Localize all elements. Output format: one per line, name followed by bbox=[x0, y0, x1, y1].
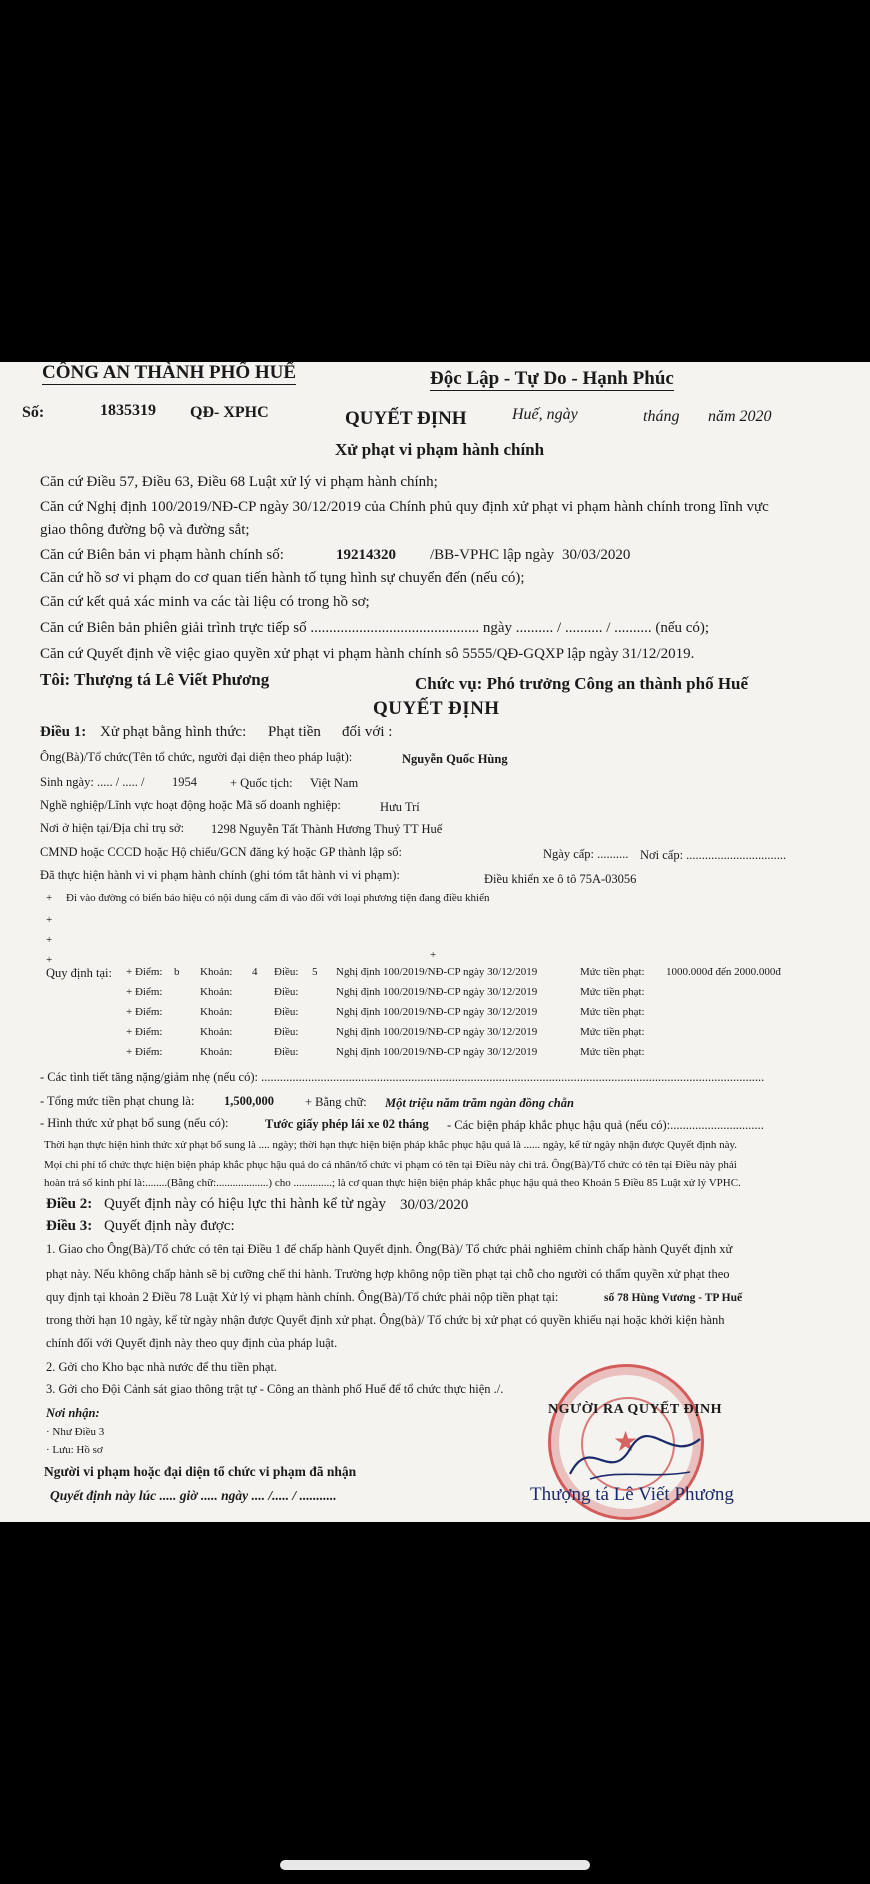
regulation-dieu-v-1: 5 bbox=[312, 966, 318, 978]
regulation-khoan-4: Khoản: bbox=[200, 1026, 233, 1038]
article3-para-6: 2. Gởi cho Kho bạc nhà nước để thu tiền phạt. bbox=[46, 1360, 278, 1374]
nationality: Việt Nam bbox=[310, 776, 359, 790]
plus-5: + bbox=[430, 949, 437, 961]
regulation-dieu-5: Điều: bbox=[274, 1046, 299, 1058]
article2-text: Quyết định này có hiệu lực thi hành kể từ ngày bbox=[104, 1196, 387, 1212]
basis-line-4: Căn cứ Biên bản vi phạm hành chính số: bbox=[40, 547, 284, 563]
regulation-muc-5: Mức tiền phạt: bbox=[580, 1046, 645, 1058]
dob-label: Sinh ngày: ..... / ..... / bbox=[40, 775, 145, 789]
regulation-nd-3: Nghị định 100/2019/NĐ-CP ngày 30/12/2019 bbox=[336, 1006, 538, 1018]
penalty-form: Phạt tiền bbox=[268, 724, 321, 740]
article3-para-3: quy định tại khoản 2 Điều 78 Luật Xử lý vi phạm hành chính. Ông(Bà)/Tổ chức phải nộp tiền phạt tại: bbox=[46, 1290, 559, 1304]
note-line-3: hoàn trả số kinh phí là:........(Bằng chữ:...................) cho ..............; là cơ quan thực hiện biện pháp khắc phục hậu quả theo Khoản 5 Điều 85 Luật xử lý VPHC. bbox=[44, 1177, 741, 1189]
regulation-muc-3: Mức tiền phạt: bbox=[580, 1006, 645, 1018]
basis-line-8: Căn cứ Quyết định về việc giao quyền xử phạt vi phạm hành chính sô 5555/QĐ-GQXP lập ngày 31/12/2019. bbox=[40, 646, 695, 662]
violation-record-number: 19214320 bbox=[336, 547, 396, 563]
basis-line-7: Căn cứ Biên bản phiên giải trình trực tiếp số ............................................. ngày .......... / .......... / .......... (nếu có); bbox=[40, 620, 710, 636]
dob-year: 1954 bbox=[172, 775, 197, 789]
id-label: CMND hoặc CCCD hoặc Hộ chiếu/GCN đăng ký hoặc GP thành lập số: bbox=[40, 845, 402, 859]
regulation-diem-v-1: b bbox=[174, 966, 180, 978]
article3-para-2: phạt này. Nếu không chấp hành sẽ bị cưỡng chế thi hành. Trường hợp không nộp tiền phạt tại chỗ cho người có thẩm quyền xử phạt theo bbox=[46, 1267, 730, 1281]
regulation-muc-4: Mức tiền phạt: bbox=[580, 1026, 645, 1038]
regulation-nd-2: Nghị định 100/2019/NĐ-CP ngày 30/12/2019 bbox=[336, 986, 538, 998]
job: Hưu Trí bbox=[380, 800, 420, 814]
recipient-2: · Lưu: Hồ sơ bbox=[46, 1444, 103, 1456]
regulation-khoan-1: Khoản: bbox=[200, 966, 233, 978]
regulation-khoan-2: Khoản: bbox=[200, 986, 233, 998]
regulation-diem-1: + Điểm: bbox=[126, 966, 163, 978]
violation-record-date: 30/03/2020 bbox=[562, 547, 631, 563]
violator-name: Nguyễn Quốc Hùng bbox=[402, 752, 508, 766]
regulation-diem-3: + Điểm: bbox=[126, 1006, 163, 1018]
regulation-khoan-v-1: 4 bbox=[252, 966, 258, 978]
officer-name: Tôi: Thượng tá Lê Viết Phương bbox=[40, 670, 270, 689]
regulation-muc-2: Mức tiền phạt: bbox=[580, 986, 645, 998]
article2-heading: Điều 2: bbox=[46, 1196, 93, 1212]
regulation-dieu-4: Điều: bbox=[274, 1026, 299, 1038]
violator-receipt: Người vi phạm hoặc đại diện tổ chức vi phạm đã nhận bbox=[44, 1464, 357, 1479]
recipient-1: · Như Điều 3 bbox=[46, 1426, 105, 1438]
article1-heading-text: Xử phạt bằng hình thức: bbox=[100, 724, 247, 740]
basis-line-2: Căn cứ Nghị định 100/2019/NĐ-CP ngày 30/12/2019 của Chính phủ quy định xử phạt vi phạm hành chính trong lĩnh vực bbox=[40, 499, 769, 515]
plus-1: + bbox=[46, 892, 53, 904]
agency-name: CÔNG AN THÀNH PHỐ HUẾ bbox=[42, 362, 297, 383]
plus-4: + bbox=[46, 954, 53, 966]
note-line-2: Mọi chi phí tổ chức thực hiện biện pháp khắc phục hậu quả do cá nhân/tổ chức vi phạm có tên tại Điều này chi trả. Ông(Bà)/Tổ chức có tên tại Điều này phải bbox=[44, 1159, 737, 1171]
decision-code: QĐ- XPHC bbox=[190, 404, 269, 421]
remedy-measures: - Các biện pháp khắc phục hậu quả (nếu có):.............................. bbox=[447, 1118, 764, 1132]
vehicle: Điều khiển xe ô tô 75A-03056 bbox=[484, 872, 637, 886]
nationality-label: + Quốc tịch: bbox=[230, 776, 293, 790]
regulation-nd-1: Nghị định 100/2019/NĐ-CP ngày 30/12/2019 bbox=[336, 966, 538, 978]
date-month: tháng bbox=[643, 408, 680, 425]
payment-location: số 78 Hùng Vương - TP Huế bbox=[604, 1292, 743, 1304]
seal-star-icon: ★ bbox=[613, 1427, 639, 1458]
fine-words-label: + Bằng chữ: bbox=[305, 1095, 367, 1109]
regulation-nd-4: Nghị định 100/2019/NĐ-CP ngày 30/12/2019 bbox=[336, 1026, 538, 1038]
regulation-label: Quy định tại: bbox=[46, 966, 112, 980]
regulation-diem-2: + Điểm: bbox=[126, 986, 163, 998]
extra-penalty: Tước giấy phép lái xe 02 tháng bbox=[265, 1117, 429, 1131]
effective-date: 30/03/2020 bbox=[400, 1197, 469, 1213]
decision-subtitle: Xử phạt vi phạm hành chính bbox=[335, 440, 545, 459]
regulation-khoan-3: Khoản: bbox=[200, 1006, 233, 1018]
decision-heading: QUYẾT ĐỊNH bbox=[373, 698, 500, 719]
decision-number: 1835319 bbox=[100, 402, 156, 419]
person-label: Ông(Bà)/Tổ chức(Tên tổ chức, người đại diện theo pháp luật): bbox=[40, 750, 353, 764]
national-motto: Độc Lập - Tự Do - Hạnh Phúc bbox=[430, 368, 674, 389]
home-indicator[interactable] bbox=[280, 1860, 590, 1870]
regulation-muc-1: Mức tiền phạt: bbox=[580, 966, 645, 978]
plus-3: + bbox=[46, 934, 53, 946]
job-label: Nghề nghiệp/Lĩnh vực hoạt động hoặc Mã số doanh nghiệp: bbox=[40, 798, 341, 812]
regulation-dieu-3: Điều: bbox=[274, 1006, 299, 1018]
decision-document bbox=[0, 362, 870, 1522]
regulation-khoan-5: Khoản: bbox=[200, 1046, 233, 1058]
total-fine: 1,500,000 bbox=[224, 1094, 274, 1108]
regulation-dieu-2: Điều: bbox=[274, 986, 299, 998]
regulation-dieu-1: Điều: bbox=[274, 966, 299, 978]
recipients-label: Nơi nhận: bbox=[46, 1406, 100, 1420]
article3-para-7: 3. Gởi cho Đội Cảnh sát giao thông trật tự - Công an thành phố Huế để tổ chức thực hiện ./. bbox=[46, 1382, 504, 1396]
plus-2: + bbox=[46, 914, 53, 926]
basis-line-6: Căn cứ kết quả xác minh va các tài liệu có trong hồ sơ; bbox=[40, 594, 370, 610]
article3-para-4: trong thời hạn 10 ngày, kể từ ngày nhận được Quyết định xử phạt. Ông(bà)/ Tổ chức bị xử phạt có quyền khiếu nại hoặc khởi kiện hành bbox=[46, 1313, 725, 1327]
regulation-diem-4: + Điểm: bbox=[126, 1026, 163, 1038]
article3-para-5: chính đối với Quyết định này theo quy định của pháp luật. bbox=[46, 1336, 338, 1350]
address-label: Nơi ở hiện tại/Địa chỉ trụ sở: bbox=[40, 821, 185, 835]
id-issue-place: Nơi cấp: ................................ bbox=[640, 848, 787, 862]
fine-words: Một triệu năm trăm ngàn đồng chẵn bbox=[385, 1096, 574, 1110]
note-line-1: Thời hạn thực hiện hình thức xử phạt bổ sung là .... ngày; thời hạn thực hiện biện pháp khắc phục hậu quả là ...... ngày, kể từ ngày nhận được Quyết định này. bbox=[44, 1139, 737, 1151]
article3-text: Quyết định này được: bbox=[104, 1218, 235, 1234]
date-year: năm 2020 bbox=[708, 408, 772, 425]
regulation-diem-5: + Điểm: bbox=[126, 1046, 163, 1058]
regulation-muc-v-1: 1000.000đ đến 2000.000đ bbox=[666, 966, 781, 978]
place-date: Huế, ngày bbox=[512, 406, 578, 423]
extra-penalty-label: - Hình thức xử phạt bổ sung (nếu có): bbox=[40, 1116, 229, 1130]
violation-description: Đi vào đường có biển báo hiệu có nội dung cấm đi vào đối với loại phương tiện đang điều khiển bbox=[66, 892, 490, 904]
basis-line-1: Căn cứ Điều 57, Điều 63, Điều 68 Luật xử lý vi phạm hành chính; bbox=[40, 474, 438, 490]
penalty-form-suffix: đối với : bbox=[342, 724, 393, 740]
violation-label: Đã thực hiện hành vi vi phạm hành chính (ghi tóm tắt hành vi vi phạm): bbox=[40, 868, 400, 882]
received-time: Quyết định này lúc ..... giờ ..... ngày .... /..... / ........... bbox=[50, 1488, 337, 1503]
basis-line-3: giao thông đường bộ và đường sắt; bbox=[40, 522, 250, 538]
article3-heading: Điều 3: bbox=[46, 1218, 93, 1234]
signer-name: Thượng tá Lê Viết Phương bbox=[530, 1484, 734, 1505]
violation-record-suffix: /BB-VPHC lập ngày bbox=[430, 547, 555, 563]
aggravating-factors: - Các tình tiết tăng nặng/giảm nhẹ (nếu có): ................................................................................................................................................................. bbox=[40, 1070, 765, 1084]
so-label: Số: bbox=[22, 404, 45, 421]
basis-line-5: Căn cứ hồ sơ vi phạm do cơ quan tiến hành tố tụng hình sự chuyển đến (nếu có); bbox=[40, 570, 525, 586]
regulation-nd-5: Nghị định 100/2019/NĐ-CP ngày 30/12/2019 bbox=[336, 1046, 538, 1058]
decision-title: QUYẾT ĐỊNH bbox=[345, 408, 467, 429]
address: 1298 Nguyễn Tất Thành Hương Thuỷ TT Huế bbox=[211, 822, 443, 836]
signer-title: NGƯỜI RA QUYẾT ĐỊNH bbox=[548, 1402, 723, 1417]
article1-heading: Điều 1: bbox=[40, 724, 87, 740]
officer-position: Chức vụ: Phó trưởng Công an thành phố Huế bbox=[415, 674, 749, 693]
total-fine-label: - Tổng mức tiền phạt chung là: bbox=[40, 1094, 195, 1108]
article3-para-1: 1. Giao cho Ông(Bà)/Tổ chức có tên tại Điều 1 để chấp hành Quyết định. Ông(Bà)/ Tổ chức phải nghiêm chỉnh chấp hành Quyết định xử bbox=[46, 1242, 733, 1256]
id-issue-date: Ngày cấp: .......... bbox=[543, 847, 629, 861]
